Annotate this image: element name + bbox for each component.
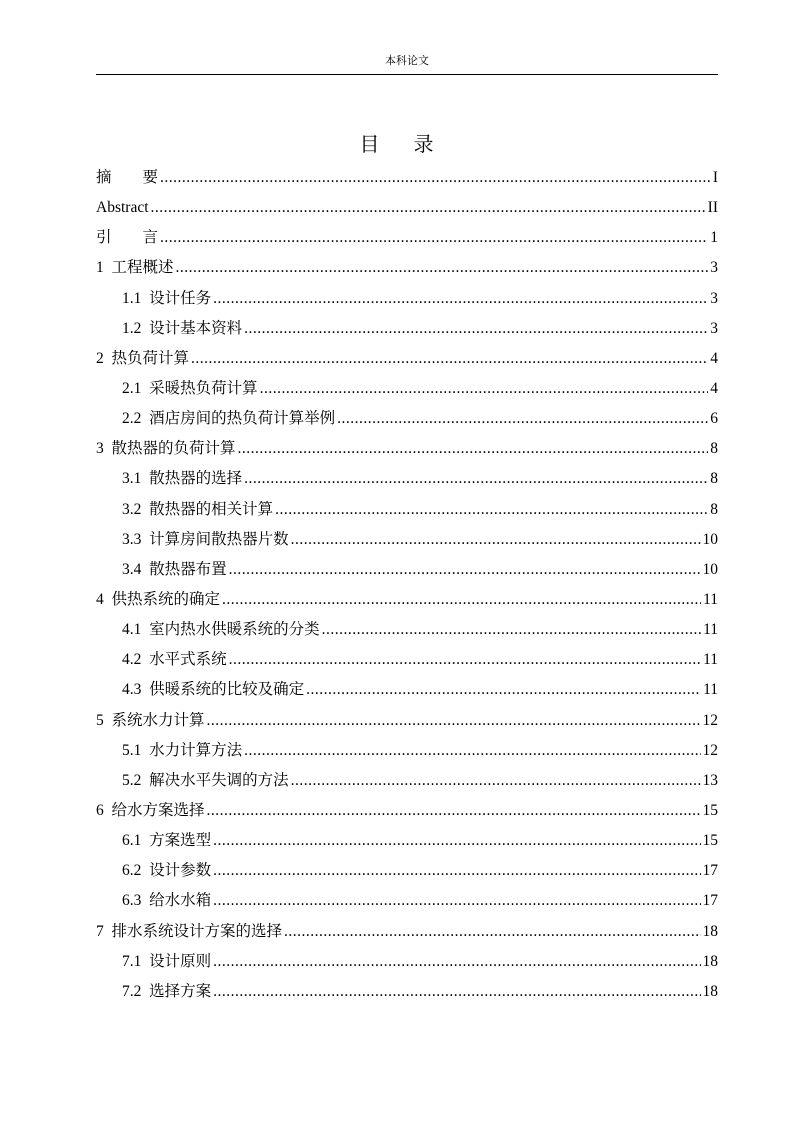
toc-entry-page-number: 18 [702,922,718,940]
toc-leader-dots [275,495,708,525]
toc-leader-dots [207,796,701,826]
toc-entry[interactable] [96,163,718,193]
toc-entry[interactable] [96,314,718,344]
toc-entry[interactable] [96,766,718,796]
toc-entry-label: 5 系统水力计算 [96,711,205,729]
toc-entry-page-number: 6 [710,410,718,428]
toc-leader-dots [291,766,701,796]
toc-entry[interactable] [96,374,718,404]
toc-entry[interactable] [96,193,718,223]
toc-entry-page-number: 11 [703,621,718,639]
toc-entry[interactable] [96,284,718,314]
toc-leader-dots [260,374,709,404]
toc-entry-label: 6.3 给水水箱 [122,892,212,910]
toc-leader-dots [213,977,700,1007]
toc-entry-page-number: 4 [710,379,718,397]
toc-entry[interactable] [96,706,718,736]
toc-entry-label: 7 排水系统设计方案的选择 [96,922,283,940]
table-of-contents [96,163,718,1007]
toc-entry-page-number: II [707,199,718,217]
toc-entry-page-number: 11 [703,681,718,699]
toc-entry-label: 3 散热器的负荷计算 [96,440,236,458]
toc-leader-dots [229,645,701,675]
toc-leader-dots [213,826,700,856]
toc-entry-label: 5.1 水力计算方法 [122,741,243,759]
toc-entry-page-number: 3 [710,319,718,337]
toc-entry[interactable] [96,585,718,615]
page-title: 目录 [359,134,468,156]
toc-entry[interactable] [96,645,718,675]
toc-entry[interactable] [96,223,718,253]
toc-entry-label: 6 给水方案选择 [96,801,205,819]
toc-entry[interactable] [96,525,718,555]
toc-entry-label: 5.2 解决水平失调的方法 [122,771,289,789]
toc-leader-dots [222,585,701,615]
toc-leader-dots [244,464,708,494]
toc-entry[interactable] [96,344,718,374]
toc-entry-page-number: 12 [702,741,718,759]
toc-entry[interactable] [96,947,718,977]
toc-entry-label: 6.1 方案选型 [122,832,212,850]
toc-entry-label: 2.2 酒店房间的热负荷计算举例 [122,410,336,428]
toc-leader-dots [213,284,708,314]
toc-entry[interactable] [96,856,718,886]
toc-entry-label: 1.2 设计基本资料 [122,319,243,337]
toc-entry-page-number: 8 [710,440,718,458]
header-text: 本科论文 [385,55,429,67]
toc-entry-label: 7.2 选择方案 [122,982,212,1000]
toc-entry-page-number: 17 [702,862,718,880]
toc-leader-dots [244,736,700,766]
toc-entry-page-number: 15 [702,832,718,850]
toc-entry-label: 3.2 散热器的相关计算 [122,500,274,518]
toc-leader-dots [213,886,700,916]
toc-entry-label: 2 热负荷计算 [96,349,190,367]
toc-entry[interactable] [96,434,718,464]
toc-leader-dots [244,314,708,344]
toc-entry[interactable] [96,796,718,826]
page-header [96,52,718,75]
toc-entry-label: 3.4 散热器布置 [122,560,227,578]
toc-leader-dots [284,917,700,947]
toc-entry-label: 6.2 设计参数 [122,862,212,880]
toc-entry-page-number: 18 [702,982,718,1000]
toc-entry-label: 4 供热系统的确定 [96,590,221,608]
toc-entry[interactable] [96,675,718,705]
toc-entry[interactable] [96,977,718,1007]
toc-leader-dots [213,947,700,977]
toc-entry-label: 4.1 室内热水供暖系统的分类 [122,621,320,639]
toc-entry[interactable] [96,404,718,434]
toc-entry-label: 引 言 [96,229,159,247]
toc-entry-page-number: 8 [710,500,718,518]
toc-entry-label: 2.1 采暖热负荷计算 [122,379,258,397]
toc-entry-label: 摘 要 [96,169,159,186]
toc-entry-page-number: 11 [703,651,718,669]
toc-entry-page-number: 3 [710,289,718,307]
toc-entry[interactable] [96,495,718,525]
toc-entry-label: Abstract [96,199,149,217]
toc-leader-dots [306,675,701,705]
toc-leader-dots [291,525,701,555]
toc-entry-page-number: 17 [702,892,718,910]
toc-entry-label: 3.1 散热器的选择 [122,470,243,488]
toc-entry[interactable] [96,464,718,494]
toc-entry-page-number: 1 [710,229,718,247]
toc-entry[interactable] [96,917,718,947]
toc-entry-page-number: 15 [702,801,718,819]
toc-entry-label: 7.1 设计原则 [122,952,212,970]
toc-entry-page-number: 8 [710,470,718,488]
toc-entry-page-number: 10 [702,560,718,578]
toc-entry-page-number: 4 [710,349,718,367]
toc-entry-page-number: 11 [703,590,718,608]
toc-leader-dots [191,344,708,374]
toc-entry-page-number: 3 [710,259,718,277]
toc-entry-label: 1 工程概述 [96,259,174,277]
toc-entry[interactable] [96,555,718,585]
toc-entry[interactable] [96,615,718,645]
toc-leader-dots [238,434,709,464]
toc-entry-page-number: 13 [702,771,718,789]
toc-leader-dots [151,193,706,223]
toc-entry-label: 4.3 供暖系统的比较及确定 [122,681,305,699]
toc-entry-page-number: 10 [702,530,718,548]
toc-entry-page-number: 12 [702,711,718,729]
toc-leader-dots [322,615,701,645]
toc-leader-dots [160,163,711,193]
toc-entry-label: 4.2 水平式系统 [122,651,227,669]
toc-leader-dots [160,223,708,253]
toc-entry-page-number: I [712,169,718,186]
toc-leader-dots [176,253,709,283]
toc-entry[interactable] [96,826,718,856]
toc-entry[interactable] [96,253,718,283]
toc-leader-dots [337,404,708,434]
toc-leader-dots [229,555,701,585]
toc-entry[interactable] [96,736,718,766]
toc-leader-dots [213,856,700,886]
toc-entry-label: 3.3 计算房间散热器片数 [122,530,289,548]
toc-entry-page-number: 18 [702,952,718,970]
toc-entry[interactable] [96,886,718,916]
toc-entry-label: 1.1 设计任务 [122,289,212,307]
toc-leader-dots [207,706,701,736]
